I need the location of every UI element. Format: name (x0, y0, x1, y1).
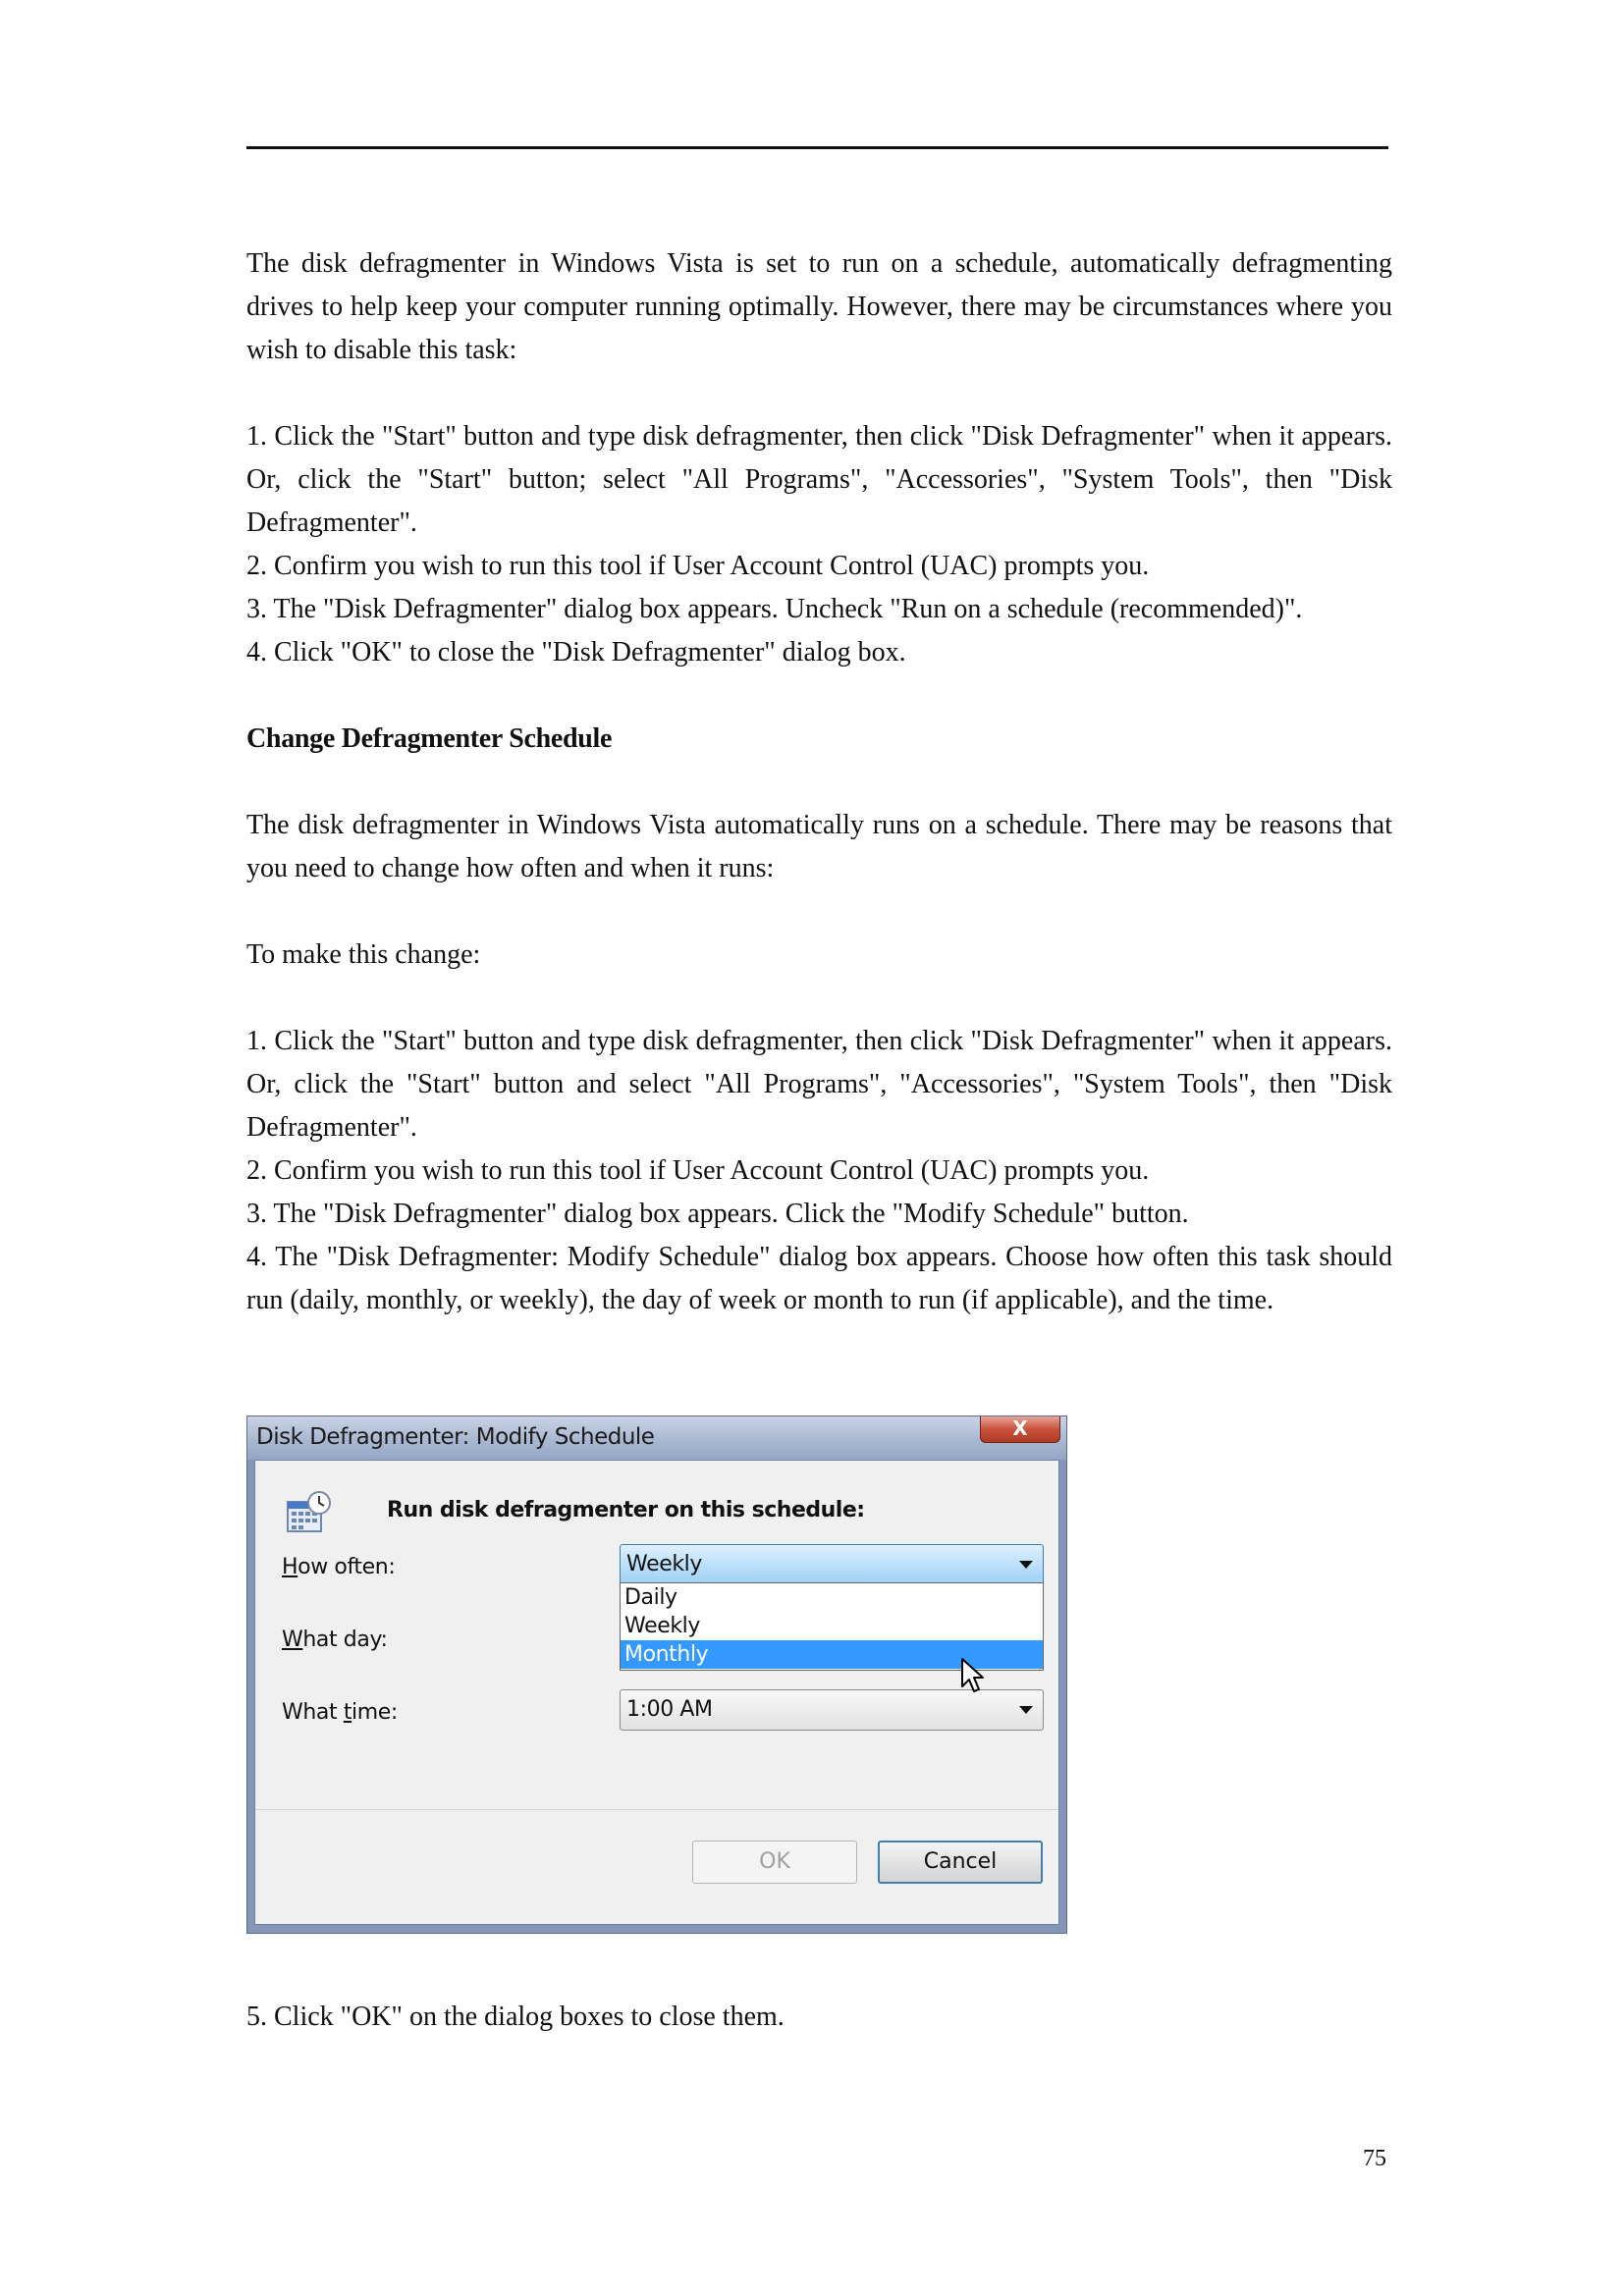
chevron-down-icon (1019, 1706, 1033, 1714)
header-rule (246, 146, 1388, 149)
what-day-label: What day: (282, 1628, 388, 1652)
how-often-value: Weekly (626, 1552, 703, 1576)
ok-button[interactable]: OK (692, 1841, 857, 1884)
what-time-select[interactable] (620, 1689, 1044, 1731)
close-button[interactable] (980, 1416, 1060, 1443)
option-daily[interactable]: Daily (624, 1585, 677, 1610)
page-number: 75 (1363, 2146, 1386, 2171)
to-make-change: To make this change: (246, 939, 481, 970)
disable-step-2: 2. Confirm you wish to run this tool if User Account Control (UAC) prompts you. (246, 551, 1150, 581)
dialog-heading: Run disk defragmenter on this schedule: (387, 1498, 865, 1522)
option-weekly[interactable]: Weekly (624, 1614, 701, 1638)
what-time-value: 1:00 AM (626, 1697, 713, 1722)
how-often-label: How often: (282, 1555, 396, 1579)
change-step-3: 3. The "Disk Defragmenter" dialog box appears. Click the "Modify Schedule" button. (246, 1199, 1189, 1229)
disable-step-4: 4. Click "OK" to close the "Disk Defragmenter" dialog box. (246, 637, 906, 667)
disable-step-1: 1. Click the "Start" button and type disk defragmenter, then click "Disk Defragmenter" when it appears. Or, click the "Start" button; select "All Programs", "Accessories", "System Tools", then "Disk Defragmenter". (246, 421, 1392, 538)
close-icon: X (1012, 1416, 1028, 1440)
final-step: 5. Click "OK" on the dialog boxes to close them. (246, 2002, 785, 2032)
dialog-client-area (254, 1460, 1059, 1925)
how-often-select[interactable] (620, 1544, 1044, 1585)
section-heading: Change Defragmenter Schedule (246, 723, 613, 754)
cancel-button[interactable]: Cancel (878, 1841, 1043, 1884)
change-step-1: 1. Click the "Start" button and type disk defragmenter, then click "Disk Defragmenter" when it appears. Or, click the "Start" button and select "All Programs", "Accessories", "System Tools", then "Disk Defragmenter". (246, 1026, 1392, 1143)
calendar-clock-icon (286, 1490, 333, 1535)
footer-separator (255, 1809, 1058, 1810)
what-time-label: What time: (282, 1700, 398, 1725)
option-monthly[interactable]: Monthly (621, 1640, 1043, 1669)
disable-step-3: 3. The "Disk Defragmenter" dialog box appears. Uncheck "Run on a schedule (recommended)". (246, 594, 1303, 624)
intro-paragraph: The disk defragmenter in Windows Vista is set to run on a schedule, automatically defragmenting drives to help keep your computer running optimally. However, there may be circumstances where you wish to disable this task: (246, 248, 1392, 365)
modify-schedule-dialog (246, 1415, 1067, 1934)
mouse-pointer-icon (960, 1657, 986, 1694)
change-step-2: 2. Confirm you wish to run this tool if User Account Control (UAC) prompts you. (246, 1155, 1150, 1186)
page-body (246, 242, 1392, 1322)
change-step-4: 4. The "Disk Defragmenter: Modify Schedule" dialog box appears. Choose how often this task should run (daily, monthly, or weekly), the day of week or month to run (if applicable), and the time. (246, 1242, 1392, 1315)
chevron-down-icon (1019, 1561, 1033, 1569)
section-intro: The disk defragmenter in Windows Vista automatically runs on a schedule. There may be reasons that you need to change how often and when it runs: (246, 810, 1392, 883)
dialog-title: Disk Defragmenter: Modify Schedule (256, 1424, 655, 1450)
dialog-titlebar (247, 1416, 1066, 1460)
